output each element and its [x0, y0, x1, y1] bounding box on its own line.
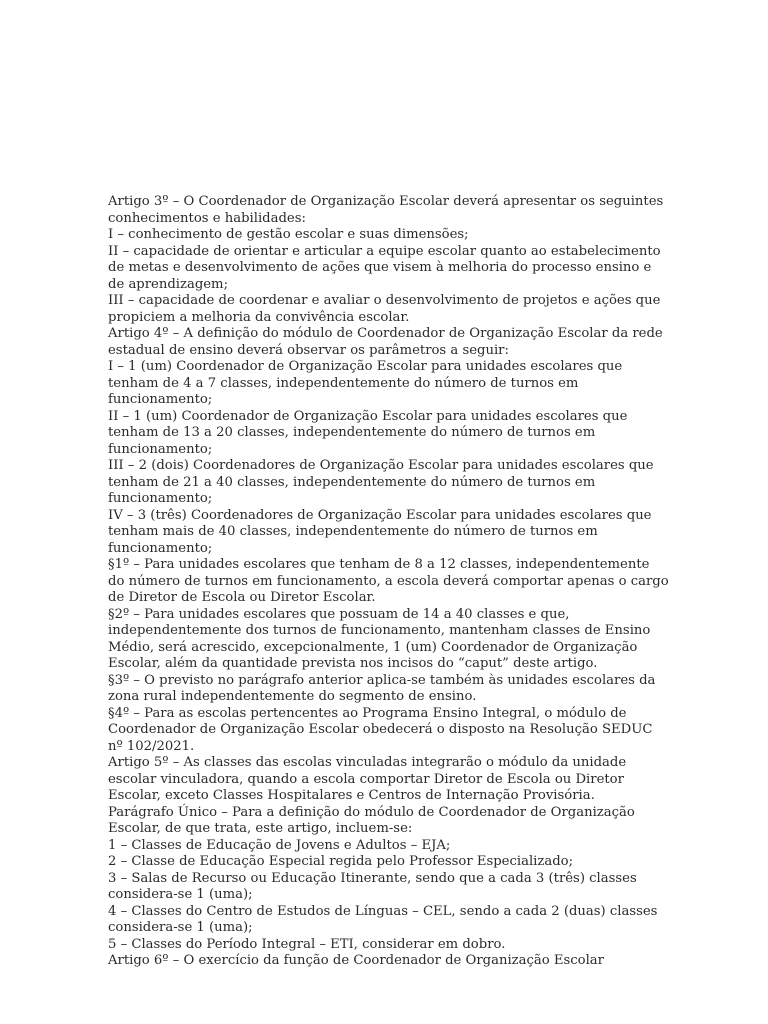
- paragraph-art5-item-3: 3 – Salas de Recurso ou Educação Itinerante, sendo que a cada 3 (três) classes considera-se 1 (uma);: [108, 870, 637, 902]
- document-body: [108, 194, 670, 970]
- paragraph-art4-inciso-i: I – 1 (um) Coordenador de Organização Escolar para unidades escolares que tenham de 4 a 7 classes, independentemente do número de turnos em funcionamento;: [108, 359, 623, 407]
- paragraph-art5-paragrafo-unico: Parágrafo Único – Para a definição do módulo de Coordenador de Organização Escolar, de que trata, este artigo, incluem-se:: [108, 804, 635, 836]
- paragraph-artigo-4: Artigo 4º – A definição do módulo de Coordenador de Organização Escolar da rede estadual de ensino deverá observar os parâmetros a seguir:: [108, 326, 663, 358]
- paragraph-art5-item-5: 5 – Classes do Período Integral – ETI, considerar em dobro.: [108, 936, 506, 952]
- paragraph-art4-par-1: §1º – Para unidades escolares que tenham de 8 a 12 classes, independentemente do número de turnos em funcionamento, a escola deverá comportar apenas o cargo de Diretor de Escola ou Diretor Escolar.: [108, 557, 669, 605]
- paragraph-artigo-5: Artigo 5º – As classes das escolas vinculadas integrarão o módulo da unidade escolar vinculadora, quando a escola comportar Diretor de Escola ou Diretor Escolar, exceto Classes Hospitalares e Centros de Internação Provisória.: [108, 755, 627, 803]
- paragraph-inciso-ii: II – capacidade de orientar e articular a equipe escolar quanto ao estabelecimento de metas e desenvolvimento de ações que visem à melhoria do processo ensino e de aprendizagem;: [108, 243, 661, 292]
- paragraph-art4-inciso-ii: II – 1 (um) Coordenador de Organização Escolar para unidades escolares que tenham de 13 a 20 classes, independentemente do número de turnos em funcionamento;: [108, 408, 628, 457]
- paragraph-art4-par-4: §4º – Para as escolas pertencentes ao Programa Ensino Integral, o módulo de Coordenador de Organização Escolar obedecerá o disposto na Resolução SEDUC nº 102/2021.: [108, 705, 653, 754]
- paragraph-art4-par-3: §3º – O previsto no parágrafo anterior aplica-se também às unidades escolares da zona rural independentemente do segmento de ensino.: [108, 672, 656, 704]
- paragraph-inciso-iii: III – capacidade de coordenar e avaliar o desenvolvimento de projetos e ações que propiciem a melhoria da convivência escolar.: [108, 293, 661, 325]
- paragraph-art5-item-1: 1 – Classes de Educação de Jovens e Adultos – EJA;: [108, 837, 451, 853]
- paragraph-art5-item-2: 2 – Classe de Educação Especial regida pelo Professor Especializado;: [108, 854, 574, 869]
- paragraph-art4-inciso-iv: IV – 3 (três) Coordenadores de Organização Escolar para unidades escolares que tenham mais de 40 classes, independentemente do número de turnos em funcionamento;: [108, 507, 652, 556]
- paragraph-artigo-6: Artigo 6º – O exercício da função de Coordenador de Organização Escolar: [108, 953, 604, 968]
- paragraph-art5-item-4: 4 – Classes do Centro de Estudos de Línguas – CEL, sendo a cada 2 (duas) classes considera-se 1 (uma);: [108, 903, 658, 935]
- paragraph-artigo-3: Artigo 3º – O Coordenador de Organização Escolar deverá apresentar os seguintes conhecimentos e habilidades:: [108, 194, 664, 226]
- paragraph-art4-par-2: §2º – Para unidades escolares que possuam de 14 a 40 classes e que, independentemente dos turnos de funcionamento, mantenham classes de Ensino Médio, será acrescido, excepcionalmente, 1 (um) Coordenador de Organização Escolar, além da quantidade prevista nos incisos do “caput” deste artigo.: [108, 606, 651, 671]
- paragraph-inciso-i: I – conhecimento de gestão escolar e suas dimensões;: [108, 227, 469, 242]
- paragraph-art4-inciso-iii: III – 2 (dois) Coordenadores de Organização Escolar para unidades escolares que tenham de 21 a 40 classes, independentemente do número de turnos em funcionamento;: [108, 458, 654, 506]
